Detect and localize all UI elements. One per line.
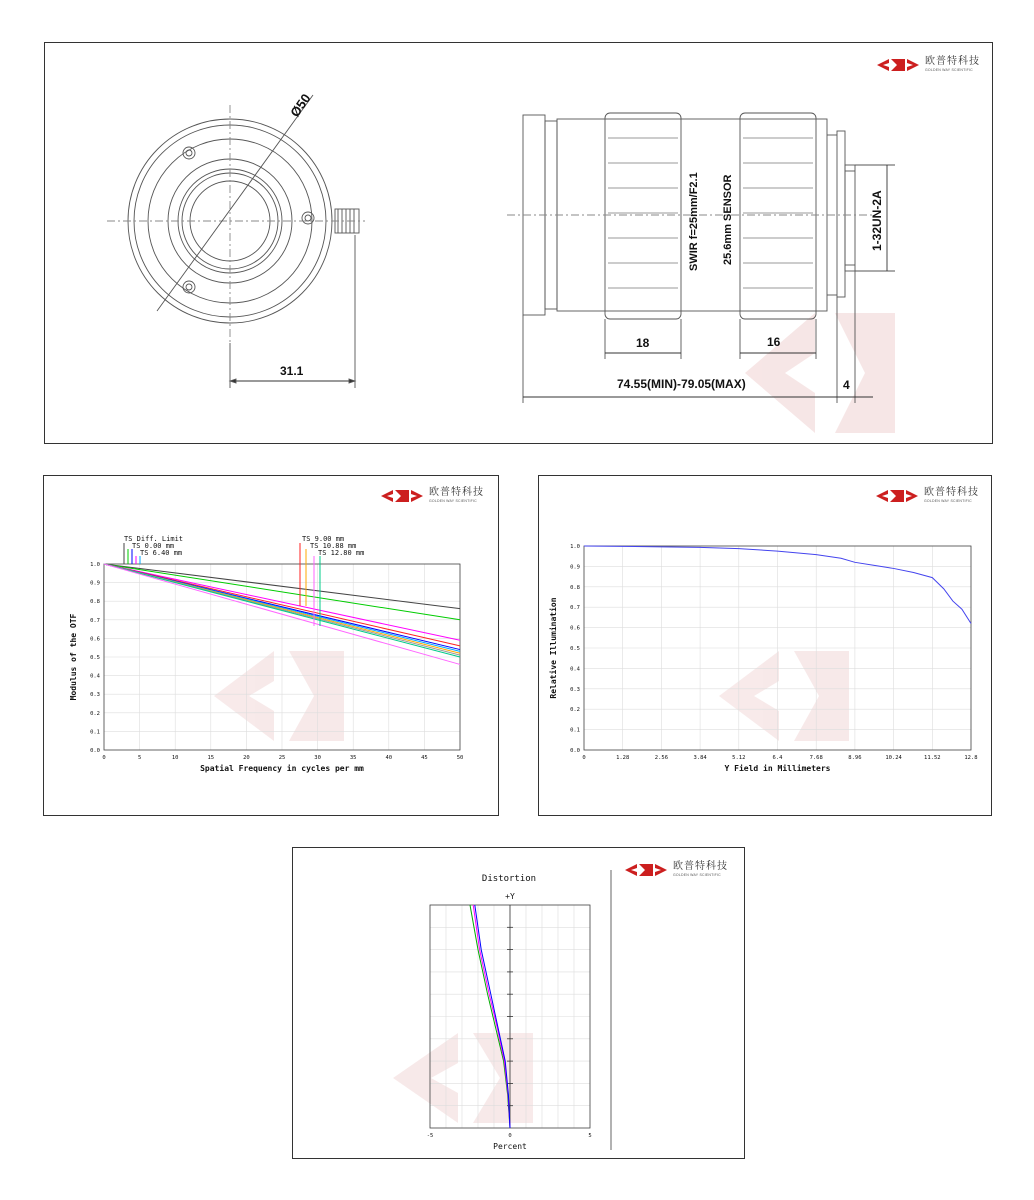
brand-name-en: GOLDEN WAY SCIENTIFIC (924, 499, 972, 504)
ring-grooves (608, 138, 813, 288)
brand-name-en: GOLDEN WAY SCIENTIFIC (673, 873, 721, 878)
illumination-chart (539, 476, 991, 815)
y-tick-label: 0.2 (90, 710, 100, 717)
brand-name-cn: 欧普特科技 (924, 487, 979, 499)
x-tick-label: 12.8 (964, 755, 978, 761)
flange-dim-label: 31.1 (280, 364, 304, 378)
x-tick-label: 0 (582, 755, 586, 761)
x-tick-label: 2.56 (654, 755, 669, 761)
watermark (214, 651, 344, 741)
brand-name-cn: 欧普特科技 (925, 56, 980, 68)
brand-name-en: GOLDEN WAY SCIENTIFIC (429, 499, 477, 504)
drawing-svg (45, 43, 992, 443)
y-tick-label: 0.8 (90, 599, 100, 606)
y-tick-label: 0.7 (570, 605, 580, 612)
side-view (507, 113, 895, 403)
mtf-legend-field1: TS 6.40 mm (140, 549, 183, 557)
distortion-chart (293, 848, 744, 1158)
brand-name-cn: 欧普特科技 (429, 487, 484, 499)
lens-text-model: SWIR f=25mm/F2.1 (688, 172, 700, 271)
y-tick-label: 0.5 (570, 646, 580, 652)
x-tick-label: 11.52 (924, 755, 941, 761)
mtf-legend-diff: TS Diff. Limit (124, 535, 184, 543)
ring2-width-label: 16 (767, 335, 781, 349)
y-axis-label: Relative Illumination (549, 597, 558, 699)
x-tick-label: 10 (171, 755, 179, 761)
y-tick-label: 0.0 (570, 748, 580, 754)
lens-text-sensor: 25.6mm SENSOR (722, 174, 734, 265)
y-tick-label: 0.1 (90, 729, 100, 736)
x-tick-label: 40 (385, 755, 393, 761)
x-tick-label: 10.24 (885, 755, 902, 761)
front-view (107, 95, 365, 388)
distortion-panel (292, 847, 745, 1159)
x-tick-label: 1.28 (616, 755, 630, 761)
y-tick-label: 0.2 (570, 707, 580, 714)
watermark (745, 313, 895, 433)
x-tick-label: 0 (508, 1133, 512, 1139)
y-tick-label: 0.3 (570, 686, 580, 693)
mtf-legend-field0: TS 0.00 mm (132, 542, 175, 550)
x-tick-label: 20 (243, 755, 250, 761)
x-tick-label: 7.68 (809, 755, 823, 761)
x-tick-label: 5 (137, 755, 142, 761)
y-tick-label: 0.1 (570, 727, 580, 734)
x-tick-label: 6.4 (772, 755, 783, 761)
watermark (393, 1033, 533, 1123)
x-tick-label: 50 (456, 755, 464, 761)
y-tick-label: 0.5 (90, 655, 100, 661)
mtf-legend-field2: TS 9.00 mm (302, 535, 345, 543)
y-tick-label: 0.9 (570, 564, 580, 571)
mount-length-label: 4 (843, 378, 850, 392)
x-axis-label: Y Field in Millimeters (724, 764, 831, 773)
x-tick-label: 3.84 (693, 755, 707, 761)
brand-name-en: GOLDEN WAY SCIENTIFIC (925, 68, 973, 73)
y-tick-label: 0.4 (90, 673, 100, 680)
x-tick-label: -5 (426, 1133, 434, 1139)
y-tick-label: 0.3 (90, 692, 100, 699)
lens-drawing-panel (44, 42, 993, 444)
x-tick-label: 8.96 (848, 755, 862, 761)
x-tick-label: 15 (207, 755, 215, 761)
mtf-legend-field4: TS 12.80 mm (318, 549, 365, 557)
x-tick-label: 5 (588, 1133, 592, 1139)
mtf-panel (43, 475, 499, 816)
illumination-panel (538, 475, 992, 816)
x-axis-label: Percent (493, 1142, 527, 1151)
y-axis-label: Modulus of the OTF (69, 613, 78, 701)
y-tick-label: 0.9 (90, 580, 100, 587)
mtf-chart (44, 476, 498, 815)
x-axis-label: Spatial Frequency in cycles per mm (200, 764, 364, 773)
x-tick-label: 45 (421, 755, 428, 761)
x-tick-label: 35 (349, 755, 357, 761)
x-tick-label: 30 (314, 755, 321, 761)
y-tick-label: 0.6 (90, 636, 100, 643)
y-tick-label: 0.8 (570, 584, 580, 591)
y-tick-label: 0.7 (90, 617, 100, 624)
ring1-width-label: 18 (636, 336, 650, 350)
distortion-axis-top: +Y (505, 892, 515, 901)
thread-label: 1-32UN-2A (870, 190, 884, 251)
x-tick-label: 0 (102, 755, 106, 761)
y-tick-label: 0.6 (570, 625, 580, 632)
y-tick-label: 1.0 (570, 544, 580, 550)
y-tick-label: 0.0 (90, 748, 100, 754)
brand-name-cn: 欧普特科技 (673, 861, 728, 873)
mtf-legend-field3: TS 10.88 mm (310, 542, 357, 550)
y-tick-label: 1.0 (90, 562, 100, 568)
overall-length-label: 74.55(MIN)-79.05(MAX) (617, 377, 746, 391)
diameter-label: Ø50 (287, 90, 314, 120)
distortion-title: Distortion (481, 874, 537, 884)
x-tick-label: 25 (278, 755, 286, 761)
y-tick-label: 0.4 (570, 666, 580, 673)
x-tick-label: 5.12 (732, 755, 746, 761)
